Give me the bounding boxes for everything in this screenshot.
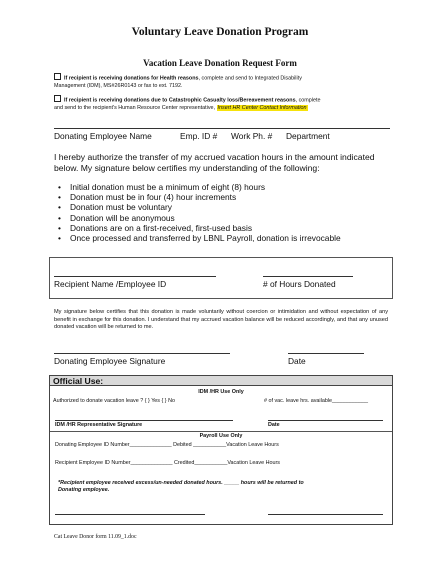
emp-id-label: Emp. ID # [180, 131, 218, 141]
list-item: • Donation will be anonymous [54, 213, 394, 223]
authorized-question: Authorized to donate vacation leave ? { } Yes { } No [53, 398, 175, 404]
signature-line[interactable] [54, 353, 230, 354]
signature-date-label: Date [288, 356, 306, 366]
certification-text: My signature below certifies that this donation is made voluntarily without coercion or intimidation and without expectation of any benefit in exchange for this donation. I understand that my accrued vacation balance will be reduced accordingly, and that any unused donated vacation will be returned to me. [54, 309, 388, 331]
list-item: • Donation must be in four (4) hour increments [54, 192, 394, 202]
authorization-text: I hereby authorize the transfer of my accrued vacation hours in the amount indicated below. My signature below certifies my understanding of the following: [54, 152, 375, 173]
hours-donated-label: # of Hours Donated [263, 279, 336, 289]
official-use-header: Official Use: [50, 376, 392, 386]
payroll-signature-line[interactable] [55, 514, 205, 515]
instruction-casualty: If recipient is receiving donations due to Catastrophic Casualty loss/Bereavement reasons, complete and send to the recipient's Human Resource Center representative, Insert HR Center Contact Information [54, 95, 394, 112]
list-item: • Donation must be voluntary [54, 202, 394, 212]
footer-filename: Cat Leave Donor form 11.09_1.doc [54, 534, 137, 540]
payroll-use-title: Payroll Use Only [199, 433, 243, 439]
vacation-hours-available: # of vac. leave hrs. available____________ [264, 398, 368, 404]
list-item: • Once processed and transferred by LBNL Payroll, donation is irrevocable [54, 233, 394, 243]
recipient-name-label: Recipient Name /Employee ID [54, 279, 167, 289]
work-phone-label: Work Ph. # [231, 131, 273, 141]
rep-date-line[interactable] [268, 420, 383, 421]
signature-label: Donating Employee Signature [54, 356, 166, 366]
section-divider [50, 431, 392, 432]
official-use-box [49, 375, 393, 525]
page-title: Voluntary Leave Donation Program [131, 26, 309, 38]
department-label: Department [286, 131, 330, 141]
checkbox-icon[interactable] [54, 73, 61, 80]
conditions-list [54, 182, 394, 243]
instruction-health: If recipient is receiving donations for Health reasons, complete and send to Integrated Disability Management (IDM), MS#26R0143 or fax to ext. 7192. [54, 73, 394, 90]
donor-fields-line[interactable] [54, 128, 390, 129]
donor-name-label: Donating Employee Name [54, 131, 152, 141]
returned-hours-note: *Recipient employee received excess/un-needed donated hours. _____ hours will be returned to Donating employee. [58, 480, 304, 493]
recipient-box [49, 257, 393, 299]
recipient-id-line: Recipient Employee ID Number______________ Credited___________Vacation Leave Hours [55, 460, 280, 466]
hr-contact-placeholder: Insert HR Center Contact Information [217, 104, 307, 111]
donating-id-line: Donating Employee ID Number______________ Debited ___________Vacation Leave Hours [55, 442, 279, 448]
recipient-name-line[interactable] [54, 276, 216, 277]
signature-date-line[interactable] [288, 353, 364, 354]
hours-donated-line[interactable] [263, 276, 353, 277]
payroll-date-line[interactable] [268, 514, 383, 515]
list-item: • Donations are on a first-received, first-used basis [54, 223, 394, 233]
idm-use-title: IDM /HR Use Only [198, 389, 244, 395]
list-item: • Initial donation must be a minimum of eight (8) hours [54, 182, 394, 192]
rep-signature-label: IDM /HR Representative Signature [55, 422, 143, 428]
form-subtitle: Vacation Leave Donation Request Form [143, 58, 297, 68]
rep-signature-line[interactable] [55, 420, 233, 421]
rep-date-label: Date [268, 422, 280, 428]
checkbox-icon[interactable] [54, 95, 61, 102]
